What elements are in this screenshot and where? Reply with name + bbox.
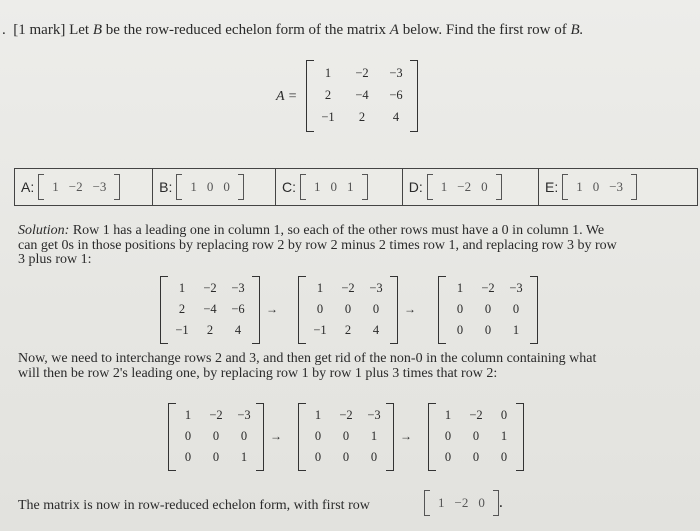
matrix-entry: −2	[203, 281, 217, 295]
matrix-entry: 4	[372, 323, 380, 337]
matrix-entry: 1	[178, 281, 186, 295]
matrix-entry: 1	[314, 408, 322, 422]
matrix-entry: 2	[358, 109, 366, 124]
option-letter: C:	[282, 179, 297, 195]
matrix-entry: −1	[175, 323, 189, 337]
left-bracket	[438, 276, 446, 344]
matrix-entry: −2	[339, 408, 353, 422]
matrix-entry: −2	[209, 408, 223, 422]
matrix-entry: 0	[484, 302, 492, 316]
option-a[interactable]	[15, 169, 153, 205]
vector-entry: 1	[52, 179, 59, 194]
matrix-entry: −2	[355, 65, 369, 80]
option-row-vector	[562, 174, 637, 200]
option-letter: B:	[159, 179, 173, 195]
matrix-entry: 1	[456, 281, 464, 295]
matrix-entry: 1	[240, 450, 248, 464]
matrix-entry: 1	[184, 408, 192, 422]
vector-entry: −2	[454, 495, 469, 510]
matrix-entry: 4	[234, 323, 242, 337]
matrix-entry: 0	[344, 302, 352, 316]
matrix-entry: −4	[203, 302, 217, 316]
matrix-entry: 0	[314, 450, 322, 464]
option-letter: D:	[408, 179, 423, 195]
row-operation-arrow: →	[400, 429, 412, 443]
right-bracket	[252, 276, 260, 344]
matrix-entry: 0	[444, 429, 452, 443]
matrix-entry: 1	[316, 281, 324, 295]
answer-options	[14, 168, 698, 206]
right-bracket	[530, 276, 538, 344]
option-c[interactable]	[276, 169, 403, 205]
matrix-entry: 1	[444, 408, 452, 422]
vector-entry: −2	[457, 179, 472, 194]
option-b[interactable]	[153, 169, 276, 205]
matrix-entry: 1	[370, 429, 378, 443]
matrix-entry: 0	[184, 450, 192, 464]
matrix-entry: 0	[500, 450, 508, 464]
matrix-entry: −3	[369, 281, 383, 295]
option-row-vector	[427, 174, 502, 200]
vector-entry: 0	[478, 495, 485, 510]
vector-entry: −3	[609, 179, 624, 194]
matrix-entry: −6	[231, 302, 245, 316]
vector-entry: −2	[68, 179, 83, 194]
matrix-entry: −1	[313, 323, 327, 337]
option-e[interactable]	[539, 169, 697, 205]
matrix-entry: 0	[456, 302, 464, 316]
option-row-vector	[300, 174, 368, 200]
vector-entry: 0	[481, 179, 488, 194]
solution-line-4: Now, we need to interchange rows 2 and 3, and then get rid of the non-0 in the column containing what	[18, 351, 597, 366]
row-operation-arrow: →	[270, 429, 282, 443]
solution-line-1: Solution: Row 1 has a leading one in column 1, so each of the other rows must have a 0 in column 1. We	[18, 223, 605, 238]
matrix-entry: 0	[372, 302, 380, 316]
matrix-entry: 0	[316, 302, 324, 316]
option-letter: A:	[21, 179, 35, 195]
matrix-entry: 0	[484, 323, 492, 337]
option-row-vector	[176, 174, 244, 200]
matrix-entry: 0	[500, 408, 508, 422]
matrix-a-label: A =	[276, 89, 298, 104]
vector-entry: 0	[592, 179, 600, 194]
vector-entry: 1	[576, 179, 583, 194]
vector-entry: 1	[314, 179, 321, 194]
matrix-entry: 0	[472, 429, 480, 443]
step-matrix	[168, 403, 264, 471]
matrix-entry: 0	[512, 302, 520, 316]
step-matrix	[298, 403, 394, 471]
matrix-entry: −3	[389, 65, 403, 80]
matrix-entry: 2	[324, 87, 332, 102]
option-row-vector	[38, 174, 120, 200]
matrix-entry: 1	[324, 65, 332, 80]
option-letter: E:	[544, 179, 559, 195]
matrix-entry: 0	[240, 429, 248, 443]
step-matrix	[438, 276, 538, 344]
matrix-entry: 2	[344, 323, 352, 337]
matrix-entry: 2	[178, 302, 186, 316]
final-text: The matrix is now in row-reduced echelon form, with first row	[18, 498, 370, 513]
vector-entry: −3	[92, 179, 107, 194]
question-text: . [1 mark] Let B be the row-reduced echelon form of the matrix A below. Find the first row of B.	[2, 22, 584, 38]
row-operation-arrow: →	[404, 302, 416, 316]
final-period: .	[498, 494, 503, 511]
matrix-entry: 1	[500, 429, 508, 443]
solution-line-3: 3 plus row 1:	[18, 252, 92, 267]
matrix-entry: 0	[212, 450, 220, 464]
matrix-entry: −3	[509, 281, 523, 295]
matrix-entry: 0	[314, 429, 322, 443]
matrix-entry: −2	[341, 281, 355, 295]
matrix-entry: 4	[392, 109, 400, 124]
final-row-vector	[420, 490, 503, 516]
step-matrix	[428, 403, 524, 471]
solution-line-2: can get 0s in those positions by replacing row 2 by row 2 minus 2 times row 1, and replacing row 3 by row	[18, 238, 617, 253]
matrix-entry: 0	[370, 450, 378, 464]
row-operation-arrow: →	[266, 302, 278, 316]
vector-entry: 1	[190, 179, 197, 194]
matrix-entry: 0	[456, 323, 464, 337]
vector-entry: 1	[347, 179, 354, 194]
vector-entry: 0	[330, 179, 338, 194]
step-matrix	[298, 276, 398, 344]
matrix-entry: −1	[321, 109, 335, 124]
matrix-entry: −6	[389, 87, 403, 102]
matrix-entry: −3	[237, 408, 251, 422]
matrix-entry: 0	[342, 450, 350, 464]
step-matrix	[160, 276, 260, 344]
matrix-entry: −3	[367, 408, 381, 422]
vector-entry: 0	[223, 179, 230, 194]
solution-line-5: will then be row 2's leading one, by replacing row 1 by row 1 plus 3 times that row 2:	[18, 366, 498, 381]
matrix-a	[306, 60, 418, 132]
matrix-entry: 0	[184, 429, 192, 443]
right-bracket	[390, 276, 398, 344]
matrix-entry: −4	[355, 87, 369, 102]
matrix-entry: 0	[342, 429, 350, 443]
matrix-entry: −2	[469, 408, 483, 422]
left-bracket	[160, 276, 168, 344]
matrix-entry: 1	[512, 323, 520, 337]
vector-entry: 0	[206, 179, 214, 194]
final-row	[424, 490, 499, 516]
matrix-entry: 2	[206, 323, 214, 337]
matrix-entry: 0	[444, 450, 452, 464]
matrix-entry: 0	[472, 450, 480, 464]
matrix-entry: 0	[212, 429, 220, 443]
left-bracket	[298, 276, 306, 344]
option-d[interactable]	[403, 169, 539, 205]
vector-entry: 1	[438, 495, 445, 510]
matrix-entry: −3	[231, 281, 245, 295]
vector-entry: 1	[440, 179, 448, 194]
matrix-entry: −2	[481, 281, 495, 295]
